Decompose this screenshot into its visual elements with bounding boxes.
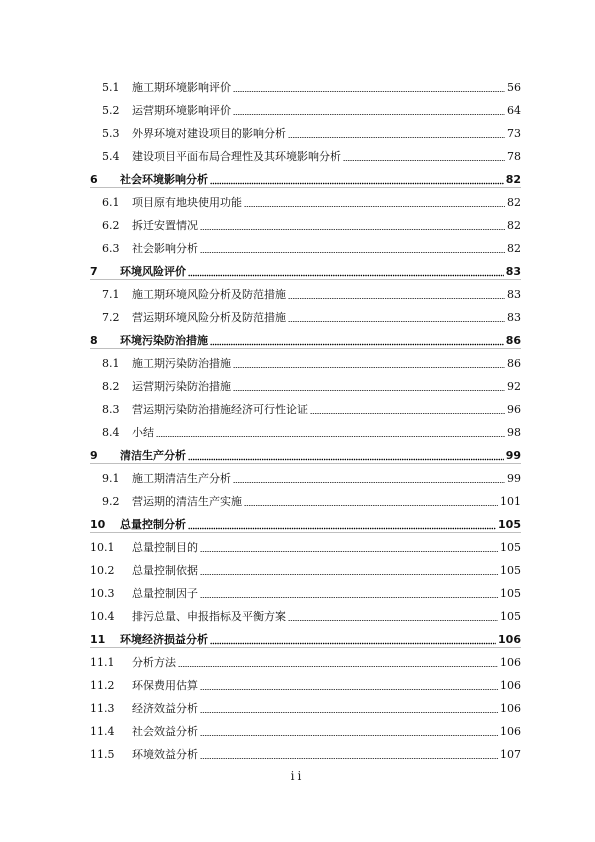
- dot-leader: [200, 225, 505, 231]
- dot-leader: [343, 156, 505, 162]
- toc-chapter-number: 10: [90, 517, 106, 531]
- dot-leader: [156, 432, 505, 438]
- dot-leader: [210, 639, 496, 645]
- toc-entry-number: 7.1: [102, 287, 120, 301]
- dot-leader: [310, 409, 505, 415]
- toc-entry-title: 环保费用估算: [132, 678, 198, 692]
- toc-entry-page: 98: [507, 425, 521, 439]
- dot-leader: [288, 616, 498, 622]
- toc-entry-title: 施工期环境影响评价: [132, 80, 231, 94]
- toc-entry-title: 排污总量、申报指标及平衡方案: [132, 609, 286, 623]
- toc-entry-title: 总量控制因子: [132, 586, 198, 600]
- toc-entry-title: 社会影响分析: [132, 241, 198, 255]
- toc-entry-number: 5.4: [102, 149, 120, 163]
- dot-leader: [244, 501, 498, 507]
- toc-entry-page: 106: [500, 678, 521, 692]
- toc-entry-number: 7.2: [102, 310, 120, 324]
- toc-entry-page: 83: [507, 310, 521, 324]
- toc-entry-page: 82: [507, 195, 521, 209]
- toc-entry-title: 拆迁安置情况: [132, 218, 198, 232]
- dot-leader: [288, 294, 505, 300]
- toc-entry-5-2[interactable]: [90, 99, 521, 122]
- toc-entry-10-2[interactable]: [90, 559, 521, 582]
- toc-entry-number: 10.2: [90, 563, 115, 577]
- toc-entry-10-4[interactable]: [90, 605, 521, 628]
- toc-entry-number: 11.3: [90, 701, 115, 715]
- toc-entry-number: 11.2: [90, 678, 115, 692]
- dot-leader: [244, 202, 505, 208]
- toc-entry-page: 86: [507, 356, 521, 370]
- dot-leader: [188, 524, 496, 530]
- toc-entry-page: 106: [500, 655, 521, 669]
- toc-entry-number: 9.1: [102, 471, 120, 485]
- toc-entry-7-2[interactable]: [90, 306, 521, 329]
- toc-chapter-title: 总量控制分析: [120, 517, 186, 531]
- toc-entry-number: 9.2: [102, 494, 120, 508]
- toc-chapter-number: 7: [90, 264, 98, 278]
- table-of-contents: [90, 76, 521, 766]
- dot-leader: [200, 248, 505, 254]
- toc-chapter-page: 83: [505, 264, 521, 278]
- dot-leader: [210, 340, 504, 346]
- dot-leader: [210, 179, 504, 185]
- toc-entry-number: 6.1: [102, 195, 120, 209]
- dot-leader: [200, 731, 498, 737]
- toc-entry-page: 105: [500, 586, 521, 600]
- toc-entry-title: 项目原有地块使用功能: [132, 195, 242, 209]
- toc-chapter-8[interactable]: [90, 329, 521, 352]
- toc-entry-8-1[interactable]: [90, 352, 521, 375]
- dot-leader: [188, 455, 504, 461]
- toc-entry-title: 施工期清洁生产分析: [132, 471, 231, 485]
- chapter-underline: [90, 279, 521, 280]
- toc-chapter-number: 9: [90, 448, 98, 462]
- toc-entry-title: 总量控制目的: [132, 540, 198, 554]
- toc-entry-10-3[interactable]: [90, 582, 521, 605]
- toc-entry-page: 105: [500, 563, 521, 577]
- toc-entry-number: 11.1: [90, 655, 115, 669]
- toc-chapter-page: 99: [505, 448, 521, 462]
- toc-chapter-number: 11: [90, 632, 106, 646]
- toc-entry-page: 73: [507, 126, 521, 140]
- chapter-underline: [90, 532, 521, 533]
- toc-entry-number: 11.4: [90, 724, 115, 738]
- dot-leader: [288, 133, 505, 139]
- toc-chapter-11[interactable]: [90, 628, 521, 651]
- toc-entry-number: 6.2: [102, 218, 120, 232]
- toc-entry-title: 营运期环境风险分析及防范措施: [132, 310, 286, 324]
- toc-entry-title: 建设项目平面布局合理性及其环境影响分析: [132, 149, 341, 163]
- toc-entry-number: 10.4: [90, 609, 115, 623]
- toc-entry-number: 8.4: [102, 425, 120, 439]
- toc-entry-number: 8.2: [102, 379, 120, 393]
- toc-entry-page: 96: [507, 402, 521, 416]
- toc-entry-number: 10.1: [90, 540, 115, 554]
- dot-leader: [233, 478, 505, 484]
- toc-entry-title: 营运期的清洁生产实施: [132, 494, 242, 508]
- toc-entry-11-3[interactable]: [90, 697, 521, 720]
- chapter-underline: [90, 647, 521, 648]
- toc-entry-6-2[interactable]: [90, 214, 521, 237]
- toc-entry-number: 6.3: [102, 241, 120, 255]
- toc-entry-8-4[interactable]: [90, 421, 521, 444]
- dot-leader: [200, 708, 498, 714]
- toc-entry-title: 营运期污染防治措施经济可行性论证: [132, 402, 308, 416]
- dot-leader: [188, 271, 504, 277]
- toc-entry-number: 5.3: [102, 126, 120, 140]
- toc-entry-page: 99: [507, 471, 521, 485]
- toc-entry-6-3[interactable]: [90, 237, 521, 260]
- chapter-underline: [90, 187, 521, 188]
- toc-entry-8-2[interactable]: [90, 375, 521, 398]
- toc-entry-number: 8.1: [102, 356, 120, 370]
- toc-entry-page: 82: [507, 241, 521, 255]
- toc-chapter-9[interactable]: [90, 444, 521, 467]
- toc-entry-page: 105: [500, 609, 521, 623]
- toc-entry-number: 8.3: [102, 402, 120, 416]
- toc-entry-page: 78: [507, 149, 521, 163]
- toc-entry-11-2[interactable]: [90, 674, 521, 697]
- page-number-footer: ii: [290, 769, 305, 783]
- toc-entry-title: 外界环境对建设项目的影响分析: [132, 126, 286, 140]
- toc-entry-page: 107: [500, 747, 521, 761]
- toc-chapter-page: 82: [505, 172, 521, 186]
- chapter-underline: [90, 463, 521, 464]
- toc-entry-7-1[interactable]: [90, 283, 521, 306]
- toc-entry-page: 106: [500, 701, 521, 715]
- toc-entry-title: 运营期污染防治措施: [132, 379, 231, 393]
- toc-entry-6-1[interactable]: [90, 191, 521, 214]
- toc-entry-title: 分析方法: [132, 655, 176, 669]
- toc-entry-title: 运营期环境影响评价: [132, 103, 231, 117]
- chapter-underline: [90, 348, 521, 349]
- toc-entry-title: 施工期污染防治措施: [132, 356, 231, 370]
- toc-entry-title: 施工期环境风险分析及防范措施: [132, 287, 286, 301]
- toc-entry-9-1[interactable]: [90, 467, 521, 490]
- toc-entry-5-4[interactable]: [90, 145, 521, 168]
- toc-chapter-number: 8: [90, 333, 98, 347]
- toc-entry-11-5[interactable]: [90, 743, 521, 766]
- dot-leader: [200, 547, 498, 553]
- toc-entry-page: 64: [507, 103, 521, 117]
- toc-chapter-10[interactable]: [90, 513, 521, 536]
- toc-entry-title: 小结: [132, 425, 154, 439]
- dot-leader: [200, 593, 498, 599]
- dot-leader: [200, 754, 498, 760]
- dot-leader: [233, 363, 505, 369]
- toc-chapter-number: 6: [90, 172, 98, 186]
- toc-entry-8-3[interactable]: [90, 398, 521, 421]
- toc-chapter-7[interactable]: [90, 260, 521, 283]
- dot-leader: [200, 685, 498, 691]
- toc-chapter-title: 环境污染防治措施: [120, 333, 208, 347]
- toc-entry-page: 106: [500, 724, 521, 738]
- toc-entry-page: 56: [507, 80, 521, 94]
- toc-entry-10-1[interactable]: [90, 536, 521, 559]
- toc-entry-number: 5.1: [102, 80, 120, 94]
- toc-entry-page: 105: [500, 540, 521, 554]
- toc-entry-5-3[interactable]: [90, 122, 521, 145]
- toc-entry-page: 92: [507, 379, 521, 393]
- toc-chapter-page: 86: [505, 333, 521, 347]
- toc-entry-5-1[interactable]: [90, 76, 521, 99]
- dot-leader: [178, 662, 498, 668]
- toc-entry-number: 11.5: [90, 747, 115, 761]
- toc-chapter-page: 105: [498, 517, 521, 531]
- toc-entry-title: 社会效益分析: [132, 724, 198, 738]
- dot-leader: [233, 386, 505, 392]
- toc-entry-page: 83: [507, 287, 521, 301]
- toc-entry-11-4[interactable]: [90, 720, 521, 743]
- toc-entry-page: 101: [500, 494, 521, 508]
- dot-leader: [233, 87, 505, 93]
- toc-chapter-title: 社会环境影响分析: [120, 172, 208, 186]
- toc-entry-9-2[interactable]: [90, 490, 521, 513]
- toc-entry-number: 10.3: [90, 586, 115, 600]
- toc-entry-title: 环境效益分析: [132, 747, 198, 761]
- toc-chapter-title: 环境经济损益分析: [120, 632, 208, 646]
- toc-chapter-title: 环境风险评价: [120, 264, 186, 278]
- toc-entry-number: 5.2: [102, 103, 120, 117]
- toc-entry-title: 经济效益分析: [132, 701, 198, 715]
- toc-entry-page: 82: [507, 218, 521, 232]
- toc-chapter-6[interactable]: [90, 168, 521, 191]
- toc-chapter-title: 清洁生产分析: [120, 448, 186, 462]
- dot-leader: [288, 317, 505, 323]
- toc-entry-title: 总量控制依据: [132, 563, 198, 577]
- dot-leader: [233, 110, 505, 116]
- toc-chapter-page: 106: [498, 632, 521, 646]
- dot-leader: [200, 570, 498, 576]
- toc-entry-11-1[interactable]: [90, 651, 521, 674]
